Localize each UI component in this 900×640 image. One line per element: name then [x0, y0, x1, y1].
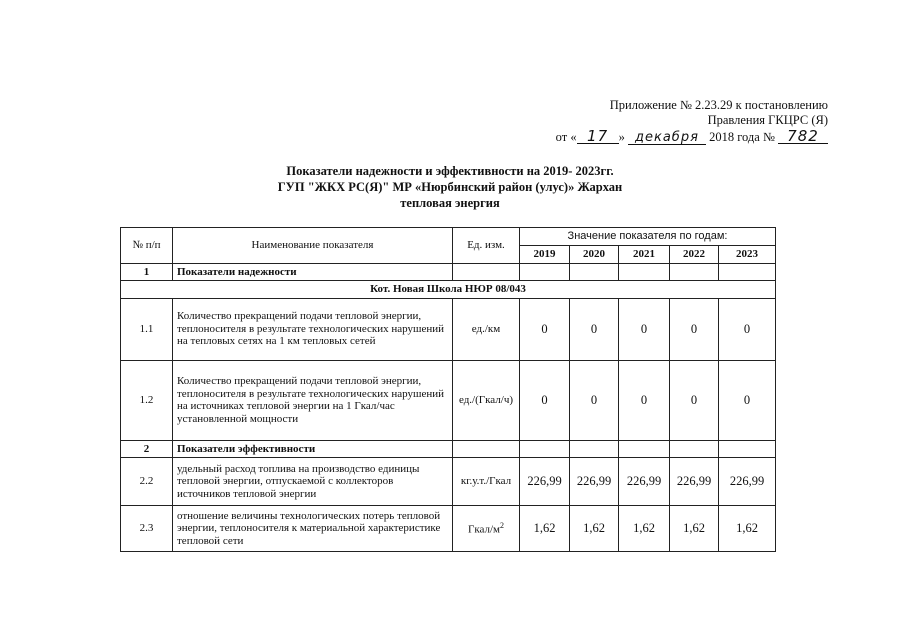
date-prefix: от «: [555, 130, 577, 144]
row-value: 226,99: [619, 458, 670, 506]
row-value: 0: [670, 298, 719, 360]
indicators-table: [120, 227, 776, 552]
handwritten-day: 17: [577, 130, 619, 144]
section-label: Показатели надежности: [173, 263, 453, 281]
header-row-1: [121, 228, 776, 246]
row-name: отношение величины технологических потерь тепловой энергии, теплоносителя к материальной характеристике тепловой сети: [173, 506, 453, 552]
unit-superscript: 2: [500, 521, 505, 531]
appendix-line-1: Приложение № 2.23.29 к постановлению: [609, 98, 828, 112]
section-label: Показатели эффективности: [173, 440, 453, 458]
row-value: 0: [570, 298, 619, 360]
row-value: 0: [619, 360, 670, 440]
row-unit: кг.у.т./Гкал: [453, 458, 520, 506]
table-row: [121, 458, 776, 506]
header-year: 2023: [719, 246, 776, 264]
row-unit: ед./(Гкал/ч): [453, 360, 520, 440]
row-unit: [453, 506, 520, 552]
header-num: № п/п: [121, 228, 173, 264]
header-year: 2020: [570, 246, 619, 264]
document-title: [120, 163, 780, 211]
row-value: 0: [670, 360, 719, 440]
appendix-line-2: Правления ГКЦРС (Я): [707, 113, 828, 127]
row-value: 0: [619, 298, 670, 360]
appendix-date-line: [498, 127, 828, 145]
header-year: 2022: [670, 246, 719, 264]
row-value: 0: [520, 298, 570, 360]
row-num: 2.3: [121, 506, 173, 552]
handwritten-number: 782: [778, 130, 828, 144]
table-row: [121, 360, 776, 440]
facility-row: [121, 281, 776, 299]
facility-label: Кот. Новая Школа НЮР 08/043: [121, 281, 776, 299]
table-row: [121, 506, 776, 552]
section-row-efficiency: [121, 440, 776, 458]
row-value: 0: [719, 298, 776, 360]
title-line-1: Показатели надежности и эффективности на 2019- 2023гг.: [286, 164, 614, 178]
row-value: 1,62: [570, 506, 619, 552]
row-name: Количество прекращений подачи тепловой энергии, теплоносителя в результате технологических нарушений на источниках тепловой энергии на 1 Гкал/час установленной мощности: [173, 360, 453, 440]
appendix-header: [498, 98, 828, 143]
header-values-group: Значение показателя по годам:: [520, 228, 776, 246]
row-unit: ед./км: [453, 298, 520, 360]
row-value: 1,62: [670, 506, 719, 552]
row-value: 226,99: [670, 458, 719, 506]
header-year: 2021: [619, 246, 670, 264]
unit-base: Гкал/м: [467, 524, 501, 537]
section-num: 1: [121, 263, 173, 281]
row-num: 1.1: [121, 298, 173, 360]
row-value: 1,62: [719, 506, 776, 552]
row-value: 0: [719, 360, 776, 440]
row-value: 0: [520, 360, 570, 440]
row-value: 1,62: [520, 506, 570, 552]
table-row: [121, 298, 776, 360]
row-name: Количество прекращений подачи тепловой энергии, теплоносителя в результате технологических нарушений на тепловых сетях на 1 км тепловых сетей: [173, 298, 453, 360]
row-value: 226,99: [570, 458, 619, 506]
row-value: 1,62: [619, 506, 670, 552]
header-name: Наименование показателя: [173, 228, 453, 264]
row-name: удельный расход топлива на производство единицы тепловой энергии, отпускаемой с коллекторов источников тепловой энергии: [173, 458, 453, 506]
date-suffix: 2018 года №: [709, 130, 775, 144]
row-value: 226,99: [520, 458, 570, 506]
section-num: 2: [121, 440, 173, 458]
handwritten-month: декабря: [628, 131, 706, 145]
row-num: 2.2: [121, 458, 173, 506]
section-row-reliability: [121, 263, 776, 281]
title-line-2: ГУП "ЖКХ РС(Я)" МР «Нюрбинский район (улус)» Жархан: [277, 180, 623, 194]
title-line-3: тепловая энергия: [400, 196, 500, 210]
row-value: 226,99: [719, 458, 776, 506]
header-year: 2019: [520, 246, 570, 264]
row-value: 0: [570, 360, 619, 440]
date-mid: »: [618, 130, 625, 144]
row-num: 1.2: [121, 360, 173, 440]
header-unit: Ед. изм.: [453, 228, 520, 264]
